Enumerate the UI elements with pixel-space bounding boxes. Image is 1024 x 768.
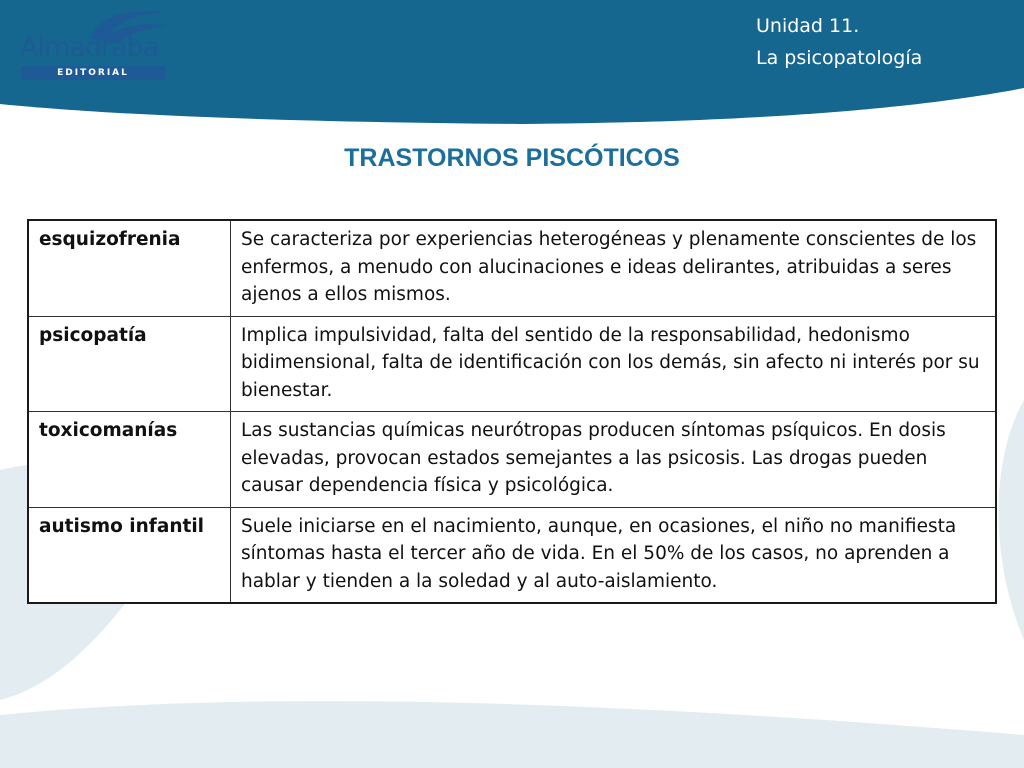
table-row xyxy=(28,412,996,508)
unit-topic: La psicopatología xyxy=(756,47,923,69)
unit-number: Unidad 11. xyxy=(756,15,860,37)
bottom-wave-right xyxy=(999,400,1024,640)
disorder-description: Implica impulsividad, falta del sentido de la responsabilidad, hedonismo bidimensional, falta de identificación con los demás, sin afecto ni interés por su bienestar. xyxy=(231,316,997,412)
logo-wordmark: Almadraba xyxy=(20,32,159,63)
disorder-term: autismo infantil xyxy=(28,507,231,603)
publisher-logo xyxy=(18,6,168,82)
disorder-description: Se caracteriza por experiencias heterogéneas y plenamente conscientes de los enfermos, a menudo con alucinaciones e ideas delirantes, atribuidas a seres ajenos a ellos mismos. xyxy=(231,220,997,316)
page-title: TRASTORNOS PISCÓTICOS xyxy=(344,144,680,172)
table-row xyxy=(28,220,996,316)
table-row xyxy=(28,507,996,603)
bottom-wave-band xyxy=(0,701,1024,768)
disorder-description: Las sustancias químicas neurótropas producen síntomas psíquicos. En dosis elevadas, provocan estados semejantes a las psicosis. Las drogas pueden causar dependencia física y psicológica. xyxy=(231,412,997,508)
disorders-table xyxy=(27,219,997,604)
disorder-term: toxicomanías xyxy=(28,412,231,508)
disorder-term: esquizofrenia xyxy=(28,220,231,316)
logo-subtitle: EDITORIAL xyxy=(21,66,165,80)
unit-heading xyxy=(756,10,922,74)
disorder-description: Suele iniciarse en el nacimiento, aunque, en ocasiones, el niño no manifiesta síntomas hasta el tercer año de vida. En el 50% de los casos, no aprenden a hablar y tienden a la soledad y al auto-aislamiento. xyxy=(231,507,997,603)
disorder-term: psicopatía xyxy=(28,316,231,412)
table-row xyxy=(28,316,996,412)
